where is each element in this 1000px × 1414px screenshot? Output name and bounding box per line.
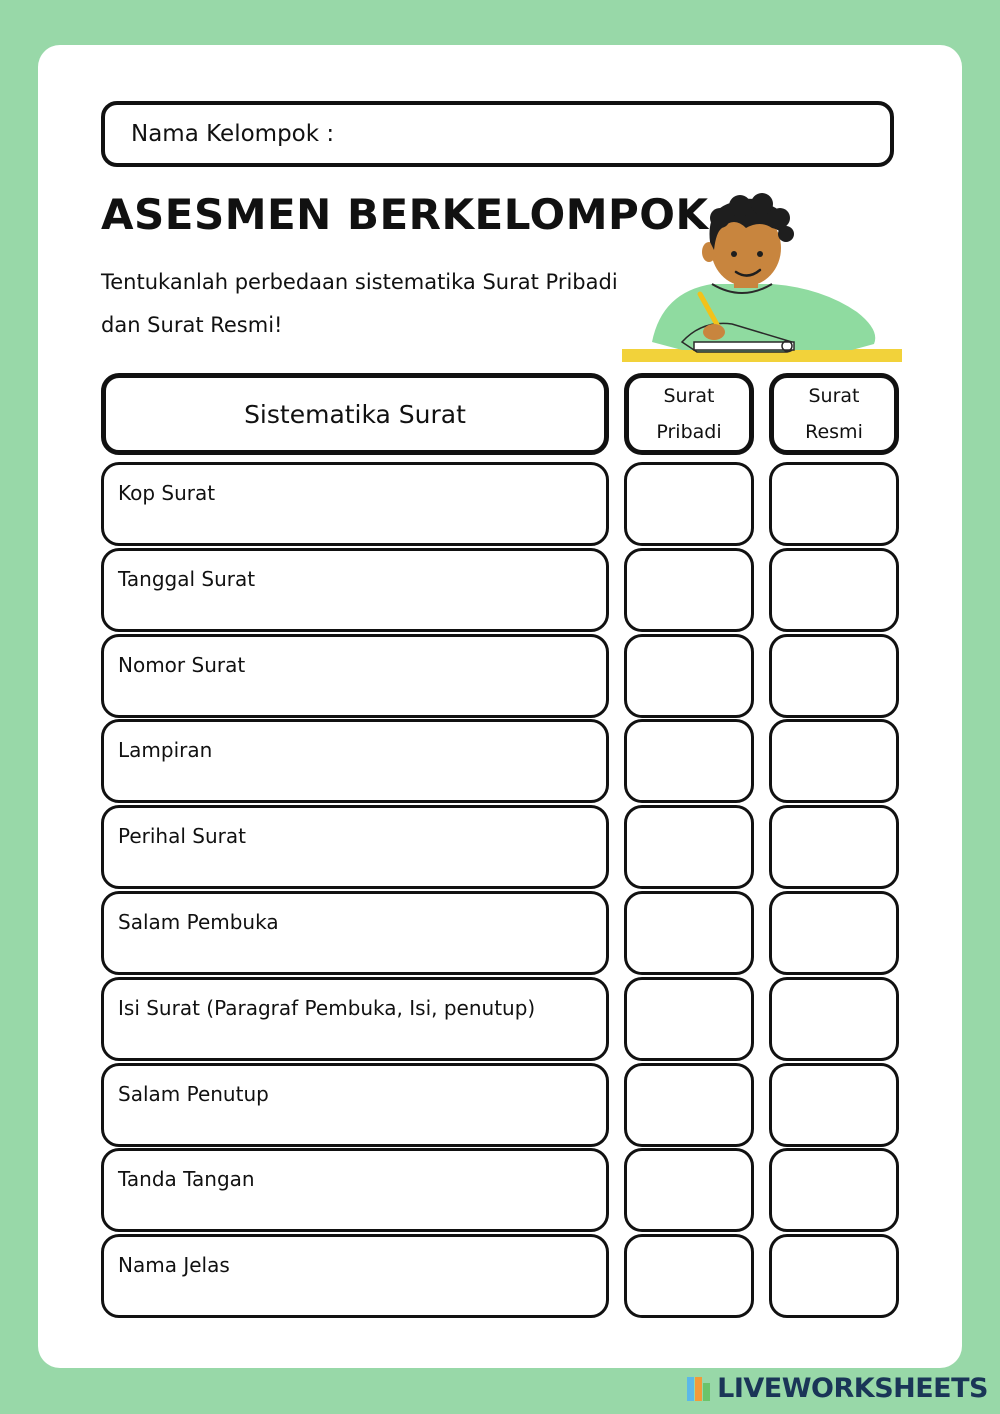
answer-box-surat-resmi[interactable] [769,719,899,803]
table-header-surat-resmi [769,373,899,455]
row-label: Nama Jelas [118,1253,230,1277]
row-label: Tanggal Surat [118,567,256,591]
answer-box-surat-resmi[interactable] [769,805,899,889]
row-label: Lampiran [118,738,213,762]
row-label: Kop Surat [118,481,216,505]
instruction-line-1: Tentukanlah perbedaan sistematika Surat Pribadi [101,270,618,294]
row-label-box [101,805,609,889]
answer-box-surat-resmi[interactable] [769,1234,899,1318]
row-label: Tanda Tangan [118,1167,255,1191]
answer-box-surat-resmi[interactable] [769,977,899,1061]
liveworksheets-brand: LIVEWORKSHEETS [717,1373,988,1404]
row-label-box [101,634,609,718]
row-label: Perihal Surat [118,824,246,848]
header-pribadi-line-2: Pribadi [656,421,722,443]
row-label-box [101,1063,609,1147]
answer-box-surat-resmi[interactable] [769,891,899,975]
liveworksheets-logo [687,1373,988,1404]
answer-box-surat-pribadi[interactable] [624,634,754,718]
answer-box-surat-pribadi[interactable] [624,805,754,889]
answer-box-surat-pribadi[interactable] [624,548,754,632]
instruction-line-2: dan Surat Resmi! [101,313,283,337]
header-resmi-line-2: Resmi [805,421,863,443]
row-label: Nomor Surat [118,653,246,677]
row-label-box [101,462,609,546]
header-resmi-line-1: Surat [808,385,860,407]
row-label-box [101,1234,609,1318]
instruction-text [101,261,701,347]
row-label: Salam Penutup [118,1082,269,1106]
row-label-box [101,548,609,632]
answer-box-surat-pribadi[interactable] [624,462,754,546]
answer-box-surat-pribadi[interactable] [624,1063,754,1147]
liveworksheets-icon [687,1377,711,1401]
answer-box-surat-pribadi[interactable] [624,1234,754,1318]
answer-box-surat-resmi[interactable] [769,634,899,718]
row-label-box [101,719,609,803]
answer-box-surat-resmi[interactable] [769,1148,899,1232]
answer-box-surat-resmi[interactable] [769,548,899,632]
group-name-label: Nama Kelompok : [131,121,335,147]
row-label: Salam Pembuka [118,910,279,934]
answer-box-surat-resmi[interactable] [769,1063,899,1147]
answer-box-surat-resmi[interactable] [769,462,899,546]
header-pribadi-line-1: Surat [663,385,715,407]
table-header-sistematika: Sistematika Surat [101,373,609,455]
answer-box-surat-pribadi[interactable] [624,977,754,1061]
table-header-surat-pribadi [624,373,754,455]
answer-box-surat-pribadi[interactable] [624,1148,754,1232]
group-name-field[interactable] [101,101,894,167]
row-label-box [101,1148,609,1232]
row-label-box [101,891,609,975]
student-writing-illustration [622,192,904,368]
page-title: ASESMEN BERKELOMPOK [101,190,709,239]
row-label-box [101,977,609,1061]
row-label: Isi Surat (Paragraf Pembuka, Isi, penutup) [118,996,536,1020]
answer-box-surat-pribadi[interactable] [624,891,754,975]
answer-box-surat-pribadi[interactable] [624,719,754,803]
